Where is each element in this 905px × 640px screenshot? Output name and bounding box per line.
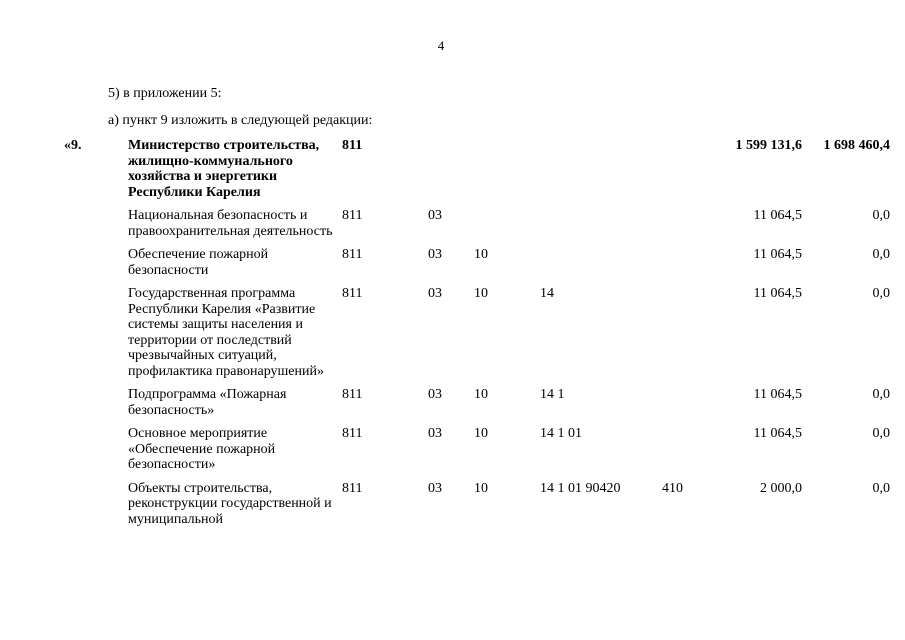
subsection-code: 10 [474,480,488,496]
subsection-code [474,138,540,208]
target-item-code [540,208,662,247]
subsection-code [474,208,540,247]
table-row [64,387,890,426]
target-item-code: 14 1 [540,387,565,402]
row-name: Государственная программа Республики Карелия «Развитие системы защиты населения и территории от последствий чрезвычайных ситуаций, профилактика правонарушений» [128,286,324,379]
ministry-code: 811 [342,138,363,153]
budget-table [64,138,890,535]
section-code: 03 [428,426,442,441]
ministry-code: 811 [342,426,363,441]
expense-type-code [662,208,710,247]
ministry-code: 811 [342,286,363,301]
row-name: Основное мероприятие «Обеспечение пожарной безопасности» [128,426,276,472]
row-name: Министерство строительства, жилищно-коммунального хозяйства и энергетики Республики Карелия [128,138,320,200]
row-number [64,426,128,481]
section-code: 03 [428,208,442,223]
table-row [64,208,890,247]
amount-year-1: 11 064,5 [753,247,802,262]
section-code [428,138,474,208]
amount-year-2: 0,0 [872,286,890,301]
expense-type-code [662,387,710,426]
target-item-code: 14 1 01 [540,426,582,441]
row-name: Объекты строительства, реконструкции государственной и муниципальной [128,480,332,527]
row-name: Обеспечение пожарной безопасности [128,247,269,278]
amount-year-2: 0,0 [872,247,890,262]
target-item-code: 14 1 01 90420 [540,480,621,496]
paragraph-item-9: а) пункт 9 изложить в следующей редакции: [108,113,373,128]
subsection-code: 10 [474,247,488,262]
table-row [64,138,890,208]
section-code: 03 [428,387,442,402]
amount-year-1: 11 064,5 [753,208,802,223]
row-number [64,208,128,247]
expense-type-code [662,286,710,387]
amount-year-1: 11 064,5 [753,387,802,402]
table-row [64,481,890,536]
amount-year-1: 2 000,0 [760,480,802,496]
subsection-code: 10 [474,286,488,301]
target-item-code [540,247,662,286]
amount-year-1: 1 599 131,6 [735,138,802,153]
target-item-code: 14 [540,286,554,301]
section-code: 03 [428,247,442,262]
ministry-code: 811 [342,247,363,262]
table-row [64,247,890,286]
amount-year-2: 0,0 [872,480,890,496]
expense-type-code [662,426,710,481]
row-name: Подпрограмма «Пожарная безопасность» [128,387,287,418]
amount-year-2: 0,0 [872,208,890,223]
expense-type-code [662,138,710,208]
row-number [64,286,128,387]
row-number [64,481,128,536]
amount-year-1: 11 064,5 [753,286,802,301]
table-row [64,426,890,481]
table-row [64,286,890,387]
amount-year-2: 0,0 [872,426,890,441]
ministry-code: 811 [342,480,363,496]
amount-year-1: 11 064,5 [753,426,802,441]
subsection-code: 10 [474,387,488,402]
subsection-code: 10 [474,426,488,441]
amount-year-2: 0,0 [872,387,890,402]
expense-type-code [662,247,710,286]
row-number [64,247,128,286]
section-code: 03 [428,286,442,301]
expense-type-code: 410 [662,480,683,496]
page-number: 4 [437,38,445,53]
row-name: Национальная безопасность и правоохранительная деятельность [128,208,333,239]
row-number: «9. [64,138,82,153]
row-number [64,387,128,426]
ministry-code: 811 [342,208,363,223]
section-code: 03 [428,480,442,496]
ministry-code: 811 [342,387,363,402]
paragraph-appendix-5: 5) в приложении 5: [108,86,222,101]
target-item-code [540,138,662,208]
amount-year-2: 1 698 460,4 [823,138,890,153]
